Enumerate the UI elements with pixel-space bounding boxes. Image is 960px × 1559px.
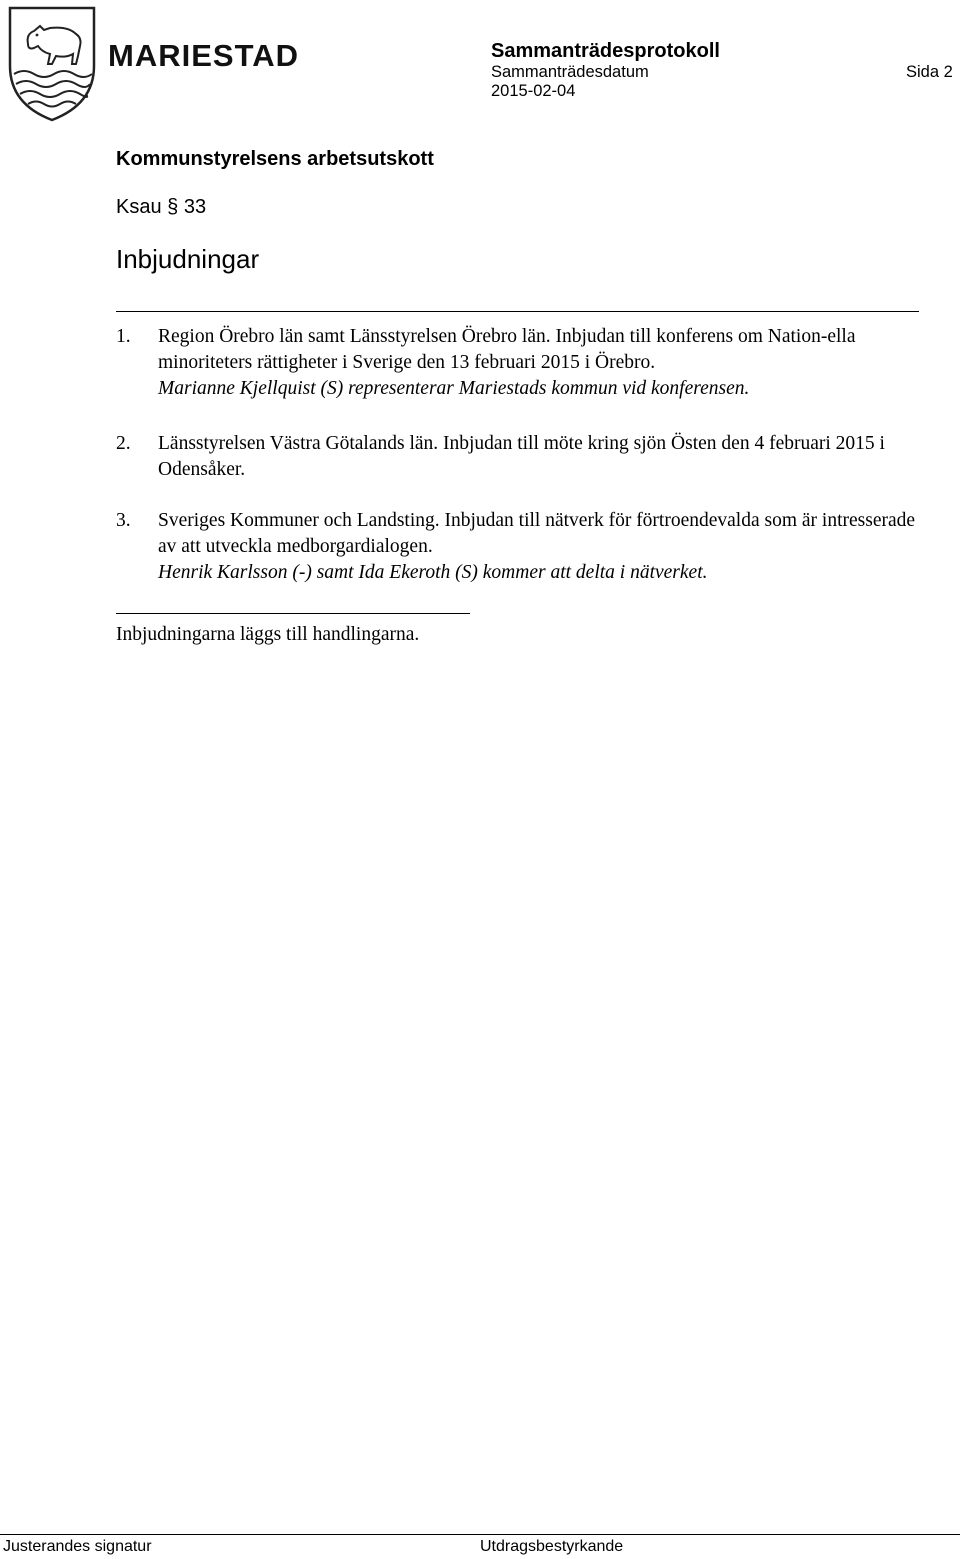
heading-rule bbox=[116, 311, 919, 312]
certification-label: Utdragsbestyrkande bbox=[480, 1538, 624, 1555]
list-item-number: 1. bbox=[116, 326, 131, 347]
mariestad-coat-of-arms-logo bbox=[6, 4, 98, 124]
page-number: Sida 2 bbox=[906, 63, 953, 81]
paragraph-number: Ksau § 33 bbox=[116, 196, 207, 218]
footer-rule bbox=[0, 1534, 960, 1535]
decision-text: Inbjudningarna läggs till handlingarna. bbox=[116, 624, 420, 645]
list-item bbox=[116, 324, 936, 402]
list-item-text: Region Örebro län samt Länsstyrelsen Örebro län. Inbjudan till konferens om Nation-ella minoriteters rättigheter i Sverige den 13 februari 2015 i Örebro. bbox=[158, 326, 856, 373]
list-item bbox=[116, 431, 936, 483]
committee-name: Kommunstyrelsens arbetsutskott bbox=[116, 148, 434, 170]
list-item-text: Länsstyrelsen Västra Götalands län. Inbjudan till möte kring sjön Östen den 4 februari 2015 i Odensåker. bbox=[158, 433, 885, 480]
decision-rule bbox=[116, 613, 470, 614]
meeting-date-label: Sammanträdesdatum bbox=[491, 63, 649, 81]
signature-label: Justerandes signatur bbox=[3, 1538, 152, 1555]
meeting-date: 2015-02-04 bbox=[491, 82, 576, 100]
list-item-number: 3. bbox=[116, 510, 131, 531]
section-heading: Inbjudningar bbox=[116, 244, 260, 274]
list-item-number: 2. bbox=[116, 433, 131, 454]
list-item-note: Henrik Karlsson (-) samt Ida Ekeroth (S) kommer att delta i nätverket. bbox=[158, 562, 708, 583]
document-title: Sammanträdesprotokoll bbox=[491, 40, 720, 62]
list-item bbox=[116, 508, 936, 586]
logo-wordmark: MARIESTAD bbox=[108, 38, 299, 73]
list-item-note: Marianne Kjellquist (S) representerar Mariestads kommun vid konferensen. bbox=[158, 378, 750, 399]
list-item-text: Sveriges Kommuner och Landsting. Inbjudan till nätverk för förtroendevalda som är intresserade av att utveckla medborgardialogen. bbox=[158, 510, 916, 557]
